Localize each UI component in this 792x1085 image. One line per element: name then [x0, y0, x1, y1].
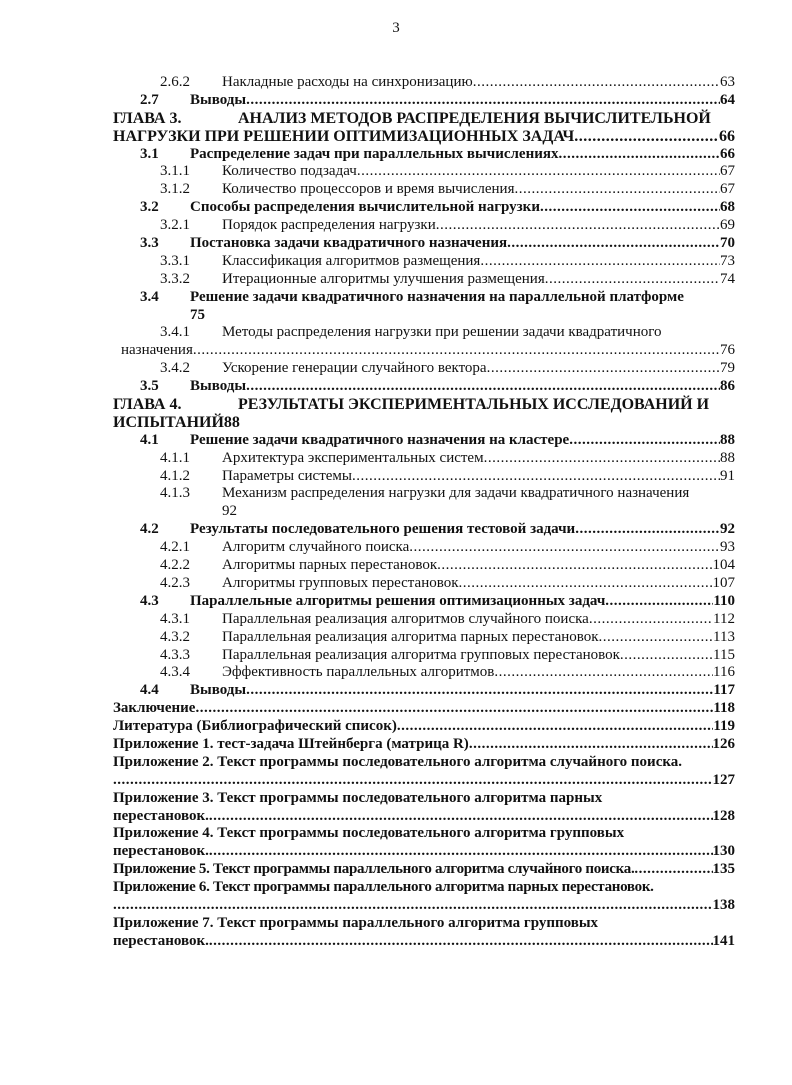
entry-page: 66 — [720, 145, 735, 162]
dot-leader — [540, 199, 720, 217]
entry-page: 104 — [712, 557, 735, 574]
entry-number: 4.2 — [140, 521, 159, 538]
entry-page: 113 — [713, 628, 735, 645]
table-of-contents — [113, 74, 735, 951]
toc-entry-appendix-4-cont[interactable] — [113, 843, 735, 861]
entry-title: Приложение 7. Текст программы параллельного алгоритма групповых — [113, 914, 599, 931]
toc-entry-3-3-2[interactable] — [113, 271, 735, 289]
entry-title: Параллельная реализация алгоритмов случайного поиска — [222, 610, 589, 627]
dot-leader — [246, 92, 720, 110]
dot-leader — [246, 378, 720, 396]
toc-entry-conclusion[interactable] — [113, 700, 735, 718]
entry-title: Методы распределения нагрузки при решении задачи квадратичного — [222, 324, 662, 341]
entry-title: Количество процессоров и время вычисления — [222, 181, 515, 198]
entry-page: 135 — [712, 861, 735, 878]
entry-title: Приложение 5. Текст программы параллельного алгоритма случайного поиска. — [113, 861, 635, 878]
entry-title: Алгоритмы парных перестановок — [222, 557, 438, 574]
dot-leader — [437, 557, 712, 575]
dot-leader — [409, 539, 720, 557]
toc-entry-3-4-1[interactable] — [113, 324, 735, 342]
entry-title: Выводы — [190, 682, 247, 699]
entry-page: 74 — [720, 270, 735, 287]
entry-page: 110 — [713, 592, 735, 609]
entry-title: Алгоритм случайного поиска — [222, 539, 410, 556]
entry-number: 3.4.1 — [160, 324, 190, 341]
entry-number: 3.2 — [140, 199, 159, 216]
toc-entry-3-4-2[interactable] — [113, 360, 735, 378]
dot-leader — [246, 682, 713, 700]
entry-page: 66 — [719, 127, 735, 145]
toc-entry-appendix-2-cont[interactable] — [113, 772, 735, 790]
toc-entry-3-4-1-cont[interactable] — [113, 342, 735, 360]
entry-title: Количество подзадач — [222, 163, 357, 180]
toc-entry-3-3-1[interactable] — [113, 253, 735, 271]
entry-title: Эффективность параллельных алгоритмов — [222, 664, 495, 681]
entry-title-cont: перестановок. — [113, 843, 209, 860]
entry-title: Приложение 3. Текст программы последовательного алгоритма парных — [113, 789, 603, 806]
entry-title: Механизм распределения нагрузки для задачи квадратичного назначения — [222, 485, 690, 502]
dot-leader — [352, 468, 720, 486]
toc-entry-4-1-3-page-line[interactable] — [113, 503, 735, 521]
dot-leader — [357, 163, 720, 181]
entry-title-cont: перестановок. — [113, 932, 209, 949]
entry-title: Литература (Библиографический список) — [113, 718, 397, 735]
toc-entry-4-2[interactable] — [113, 521, 735, 539]
entry-number: 4.3.4 — [160, 664, 190, 681]
entry-number: 4.4 — [140, 682, 159, 699]
dot-leader — [209, 808, 713, 826]
toc-chapter-3[interactable] — [113, 110, 735, 128]
entry-page: 75 — [190, 306, 205, 323]
toc-chapter-3-cont[interactable] — [113, 128, 735, 146]
toc-entry-appendix-7-cont[interactable] — [113, 933, 735, 951]
entry-title: Приложение 4. Текст программы последовательного алгоритма групповых — [113, 825, 625, 842]
entry-title: Параметры системы — [222, 467, 352, 484]
entry-title-cont: перестановок. — [113, 807, 209, 824]
entry-number: 3.2.1 — [160, 217, 190, 234]
toc-entry-appendix-3[interactable] — [113, 790, 735, 808]
entry-page: 67 — [720, 181, 735, 198]
entry-number: 4.1.2 — [160, 467, 190, 484]
entry-title: Решение задачи квадратичного назначения на кластере — [190, 431, 570, 448]
dot-leader — [480, 253, 720, 271]
toc-entry-literature[interactable] — [113, 718, 735, 736]
toc-entry-4-1-3[interactable] — [113, 485, 735, 503]
dot-leader — [113, 772, 713, 790]
entry-page: 91 — [720, 467, 735, 484]
toc-entry-4-2-2[interactable] — [113, 557, 735, 575]
entry-number: 3.3.1 — [160, 252, 190, 269]
entry-number: 4.2.3 — [160, 574, 190, 591]
entry-number: 3.1.1 — [160, 163, 190, 180]
dot-leader — [458, 575, 712, 593]
entry-title: Накладные расходы на синхронизацию — [222, 74, 473, 90]
entry-number: 4.3.3 — [160, 646, 190, 663]
entry-number: 4.1 — [140, 431, 159, 448]
entry-number: 4.2.2 — [160, 557, 190, 574]
dot-leader — [575, 521, 720, 539]
entry-number: 3.3.2 — [160, 270, 190, 287]
toc-entry-appendix-2[interactable] — [113, 754, 735, 772]
toc-entry-appendix-6-cont[interactable] — [113, 897, 735, 915]
toc-entry-appendix-5[interactable] — [113, 861, 735, 879]
toc-entry-appendix-6[interactable] — [113, 879, 735, 897]
dot-leader — [507, 235, 720, 253]
toc-entry-appendix-1[interactable] — [113, 736, 735, 754]
toc-entry-appendix-3-cont[interactable] — [113, 808, 735, 826]
entry-page: 88 — [720, 449, 735, 466]
dot-leader — [484, 450, 720, 468]
toc-entry-appendix-7[interactable] — [113, 915, 735, 933]
toc-entry-4-3-4[interactable] — [113, 664, 735, 682]
page-number: 3 — [392, 20, 400, 36]
entry-page: 117 — [713, 682, 735, 699]
entry-number: 3.1.2 — [160, 181, 190, 198]
toc-entry-2-6-2[interactable] — [113, 74, 735, 92]
dot-leader — [634, 861, 712, 879]
toc-entry-3-2-1[interactable] — [113, 217, 735, 235]
entry-title: Классификация алгоритмов размещения — [222, 252, 481, 269]
entry-number: 4.1.1 — [160, 449, 190, 466]
dot-leader — [469, 736, 713, 754]
entry-title: Выводы — [190, 91, 247, 108]
entry-page: 138 — [712, 896, 735, 913]
entry-title: Заключение — [113, 700, 196, 717]
dot-leader — [620, 647, 713, 665]
chapter-number: ГЛАВА 4. — [113, 396, 182, 414]
entry-page: 63 — [720, 74, 735, 90]
dot-leader — [545, 271, 720, 289]
entry-page: 141 — [712, 932, 735, 949]
entry-page: 68 — [720, 199, 735, 216]
entry-page: 112 — [713, 610, 735, 627]
toc-entry-4-1-2[interactable] — [113, 468, 735, 486]
entry-title: Параллельная реализация алгоритма парных перестановок — [222, 628, 599, 645]
entry-title: Приложение 6. Текст программы параллельного алгоритма парных перестановок. — [113, 879, 654, 896]
toc-entry-3-4[interactable] — [113, 289, 735, 307]
dot-leader — [397, 718, 713, 736]
entry-page: 88 — [720, 431, 735, 448]
entry-title: Алгоритмы групповых перестановок — [222, 574, 459, 591]
entry-number: 4.3.2 — [160, 628, 190, 645]
dot-leader — [209, 843, 713, 861]
toc-entry-3-4-page-line[interactable] — [113, 307, 735, 325]
entry-page: 88 — [223, 413, 240, 431]
chapter-title-cont: ИСПЫТАНИЙ — [113, 413, 224, 431]
toc-entry-3-3[interactable] — [113, 235, 735, 253]
entry-page: 86 — [720, 378, 735, 395]
toc-entry-4-2-3[interactable] — [113, 575, 735, 593]
dot-leader — [494, 664, 713, 682]
chapter-title: РЕЗУЛЬТАТЫ ЭКСПЕРИМЕНТАЛЬНЫХ ИССЛЕДОВАНИЙ И — [238, 396, 710, 414]
chapter-number: ГЛАВА 3. — [113, 109, 182, 127]
entry-title: Параллельная реализация алгоритма групповых перестановок — [222, 646, 620, 663]
entry-number: 4.1.3 — [160, 485, 190, 502]
toc-entry-3-5[interactable] — [113, 378, 735, 396]
dot-leader — [569, 432, 720, 450]
toc-entry-4-1[interactable] — [113, 432, 735, 450]
entry-page: 128 — [712, 807, 735, 824]
entry-page: 93 — [720, 539, 735, 556]
entry-page: 70 — [720, 235, 735, 252]
dot-leader — [558, 146, 720, 164]
dot-leader — [209, 933, 713, 951]
entry-page: 115 — [713, 646, 735, 663]
entry-page: 126 — [712, 735, 735, 752]
entry-number: 3.1 — [140, 145, 159, 162]
toc-entry-2-7[interactable] — [113, 92, 735, 110]
dot-leader — [113, 897, 713, 915]
entry-number: 3.5 — [140, 378, 159, 395]
entry-title: Результаты последовательного решения тестовой задачи — [190, 521, 576, 538]
entry-page: 119 — [713, 718, 735, 735]
dot-leader — [574, 128, 719, 146]
chapter-title-cont: НАГРУЗКИ ПРИ РЕШЕНИИ ОПТИМИЗАЦИОННЫХ ЗАДАЧ — [113, 127, 575, 145]
toc-entry-3-1[interactable] — [113, 146, 735, 164]
dot-leader — [436, 217, 720, 235]
entry-page: 107 — [712, 574, 735, 591]
entry-number: 3.4 — [140, 288, 159, 305]
entry-page: 92 — [222, 503, 237, 520]
entry-number: 4.3 — [140, 592, 159, 609]
entry-number: 3.4.2 — [160, 360, 190, 377]
entry-page: 118 — [713, 700, 735, 717]
toc-entry-4-4[interactable] — [113, 682, 735, 700]
toc-entry-4-3-3[interactable] — [113, 647, 735, 665]
entry-title: Ускорение генерации случайного вектора — [222, 360, 487, 377]
entry-number: 2.6.2 — [160, 74, 190, 90]
dot-leader — [589, 611, 713, 629]
entry-title: Итерационные алгоритмы улучшения размещения — [222, 270, 545, 287]
dot-leader — [599, 629, 714, 647]
toc-entry-4-3-1[interactable] — [113, 611, 735, 629]
entry-title: Параллельные алгоритмы решения оптимизационных задач — [190, 592, 606, 609]
toc-entry-3-1-2[interactable] — [113, 181, 735, 199]
entry-title: Порядок распределения нагрузки — [222, 217, 436, 234]
toc-entry-4-3[interactable] — [113, 593, 735, 611]
entry-title: Архитектура экспериментальных систем — [222, 449, 484, 466]
entry-title-cont: назначения — [121, 342, 193, 359]
entry-page: 76 — [720, 342, 735, 359]
entry-number: 4.2.1 — [160, 539, 190, 556]
entry-title: Приложение 1. тест-задача Штейнберга (матрица R) — [113, 735, 469, 752]
entry-number: 3.3 — [140, 235, 159, 252]
toc-chapter-4[interactable] — [113, 396, 735, 414]
entry-page: 92 — [720, 521, 735, 538]
entry-page: 69 — [720, 217, 735, 234]
entry-title: Решение задачи квадратичного назначения на параллельной платформе — [190, 288, 684, 305]
dot-leader — [514, 181, 720, 199]
entry-title: Способы распределения вычислительной нагрузки — [190, 199, 540, 216]
entry-page: 67 — [720, 163, 735, 180]
entry-page: 79 — [720, 360, 735, 377]
toc-entry-4-2-1[interactable] — [113, 539, 735, 557]
dot-leader — [193, 342, 720, 360]
entry-page: 73 — [720, 252, 735, 269]
toc-chapter-4-cont[interactable] — [113, 414, 735, 432]
entry-title: Постановка задачи квадратичного назначения — [190, 235, 508, 252]
entry-title: Распределение задач при параллельных вычислениях — [190, 145, 559, 162]
entry-page: 64 — [720, 91, 735, 108]
dot-leader — [473, 74, 720, 92]
entry-page: 130 — [712, 843, 735, 860]
entry-page: 116 — [713, 664, 735, 681]
toc-entry-3-1-1[interactable] — [113, 163, 735, 181]
dot-leader — [195, 700, 713, 718]
toc-entry-appendix-4[interactable] — [113, 825, 735, 843]
entry-title: Выводы — [190, 378, 247, 395]
entry-title: Приложение 2. Текст программы последовательного алгоритма случайного поиска. — [113, 753, 683, 770]
toc-entry-4-3-2[interactable] — [113, 629, 735, 647]
entry-number: 4.3.1 — [160, 610, 190, 627]
dot-leader — [605, 593, 713, 611]
toc-entry-3-2[interactable] — [113, 199, 735, 217]
entry-page: 127 — [712, 771, 735, 788]
toc-entry-4-1-1[interactable] — [113, 450, 735, 468]
chapter-title: АНАЛИЗ МЕТОДОВ РАСПРЕДЕЛЕНИЯ ВЫЧИСЛИТЕЛЬНОЙ — [238, 109, 711, 127]
entry-number: 2.7 — [140, 91, 159, 108]
dot-leader — [487, 360, 720, 378]
